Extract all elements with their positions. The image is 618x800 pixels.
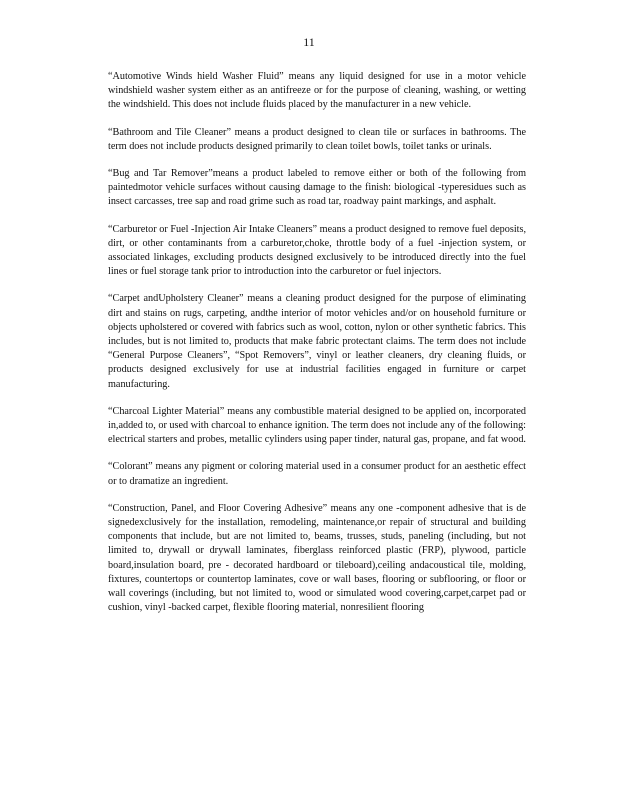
definition-construction-panel-floor-adhesive: “Construction, Panel, and Floor Covering Adhesive” means any one -component adhesive that is de signedexclusively for the installation, remodeling, maintenance,or repair of structural and building components that include, but are not limited to, beams, trusses, studs, paneling (including, but not limited to, drywall or drywall laminates, fiberglass reinforced plastic (FRP), plywood, particle board,insulation board, pre - decorated hardboard or tileboard),ceiling andacoustical tile, molding, fixtures, countertops or countertop laminates, cove or wall bases, flooring or subflooring, or floor or wall coverings (including, but not limited to, wood or simulated wood covering,carpet,carpet pad or cushion, vinyl -backed carpet, flexible flooring material, nonresilient flooring [108, 502, 526, 614]
definition-bug-and-tar-remover: “Bug and Tar Remover”means a product labeled to remove either or both of the following from paintedmotor vehicle surfaces without causing damage to the finish: biological -typeresidues such as insect carcasses, tree sap and road grime such as road tar, roadway paint markings, and asphalt. [108, 168, 526, 208]
definition-automotive-windshield-washer-fluid: “Automotive Winds hield Washer Fluid” means any liquid designed for use in a motor vehicle windshield washer system either as an antifreeze or for the purpose of cleaning, washing, or wetting the windshield. This does not include fluids placed by the manufacturer in a new vehicle. [108, 71, 526, 111]
definition-bathroom-and-tile-cleaner: “Bathroom and Tile Cleaner” means a product designed to clean tile or surfaces in bathrooms. The term does not include products designed primarily to clean toilet bowls, toilet tanks or urinals. [108, 126, 526, 152]
definition-carburetor-fuel-injection-cleaners: “Carburetor or Fuel -Injection Air Intake Cleaners” means a product designed to remove fuel deposits, dirt, or other contaminants from a carburetor,choke, throttle body of a fuel -injection system, or associated linkages, excluding products designed exclusively to be introduced directly into the fuel lines or fuel storage tank prior to introduction into the carburetor or fuel injectors. [108, 223, 526, 278]
definitions-body [108, 70, 526, 629]
definition-colorant: “Colorant” means any pigment or coloring material used in a consumer product for an aesthetic effect or to dramatize an ingredient. [108, 461, 526, 487]
definition-charcoal-lighter-material: “Charcoal Lighter Material” means any combustible material designed to be applied on, incorporated in,added to, or used with charcoal to enhance ignition. The term does not include any of the following: electrical starters and probes, metallic cylinders using paper tinder, natural gas, propane, and fat wood. [108, 405, 526, 446]
definition-carpet-and-upholstery-cleaner: “Carpet andUpholstery Cleaner” means a cleaning product designed for the purpose of eliminating dirt and stains on rugs, carpeting, andthe interior of motor vehicles and/or on household furniture or objects upholstered or covered with fabrics such as wool, cotton, nylon or other synthetic fabrics. This includes, but is not limited to, products that make fabric protectant claims. The term does not include “General Purpose Cleaners”, “Spot Removers”, vinyl or leather cleaners, dry cleaning fluids, or products designed exclusively for use at industrial facilities engaged in furniture or carpet manufacturing. [108, 293, 526, 390]
page-number: 11 [303, 35, 315, 49]
